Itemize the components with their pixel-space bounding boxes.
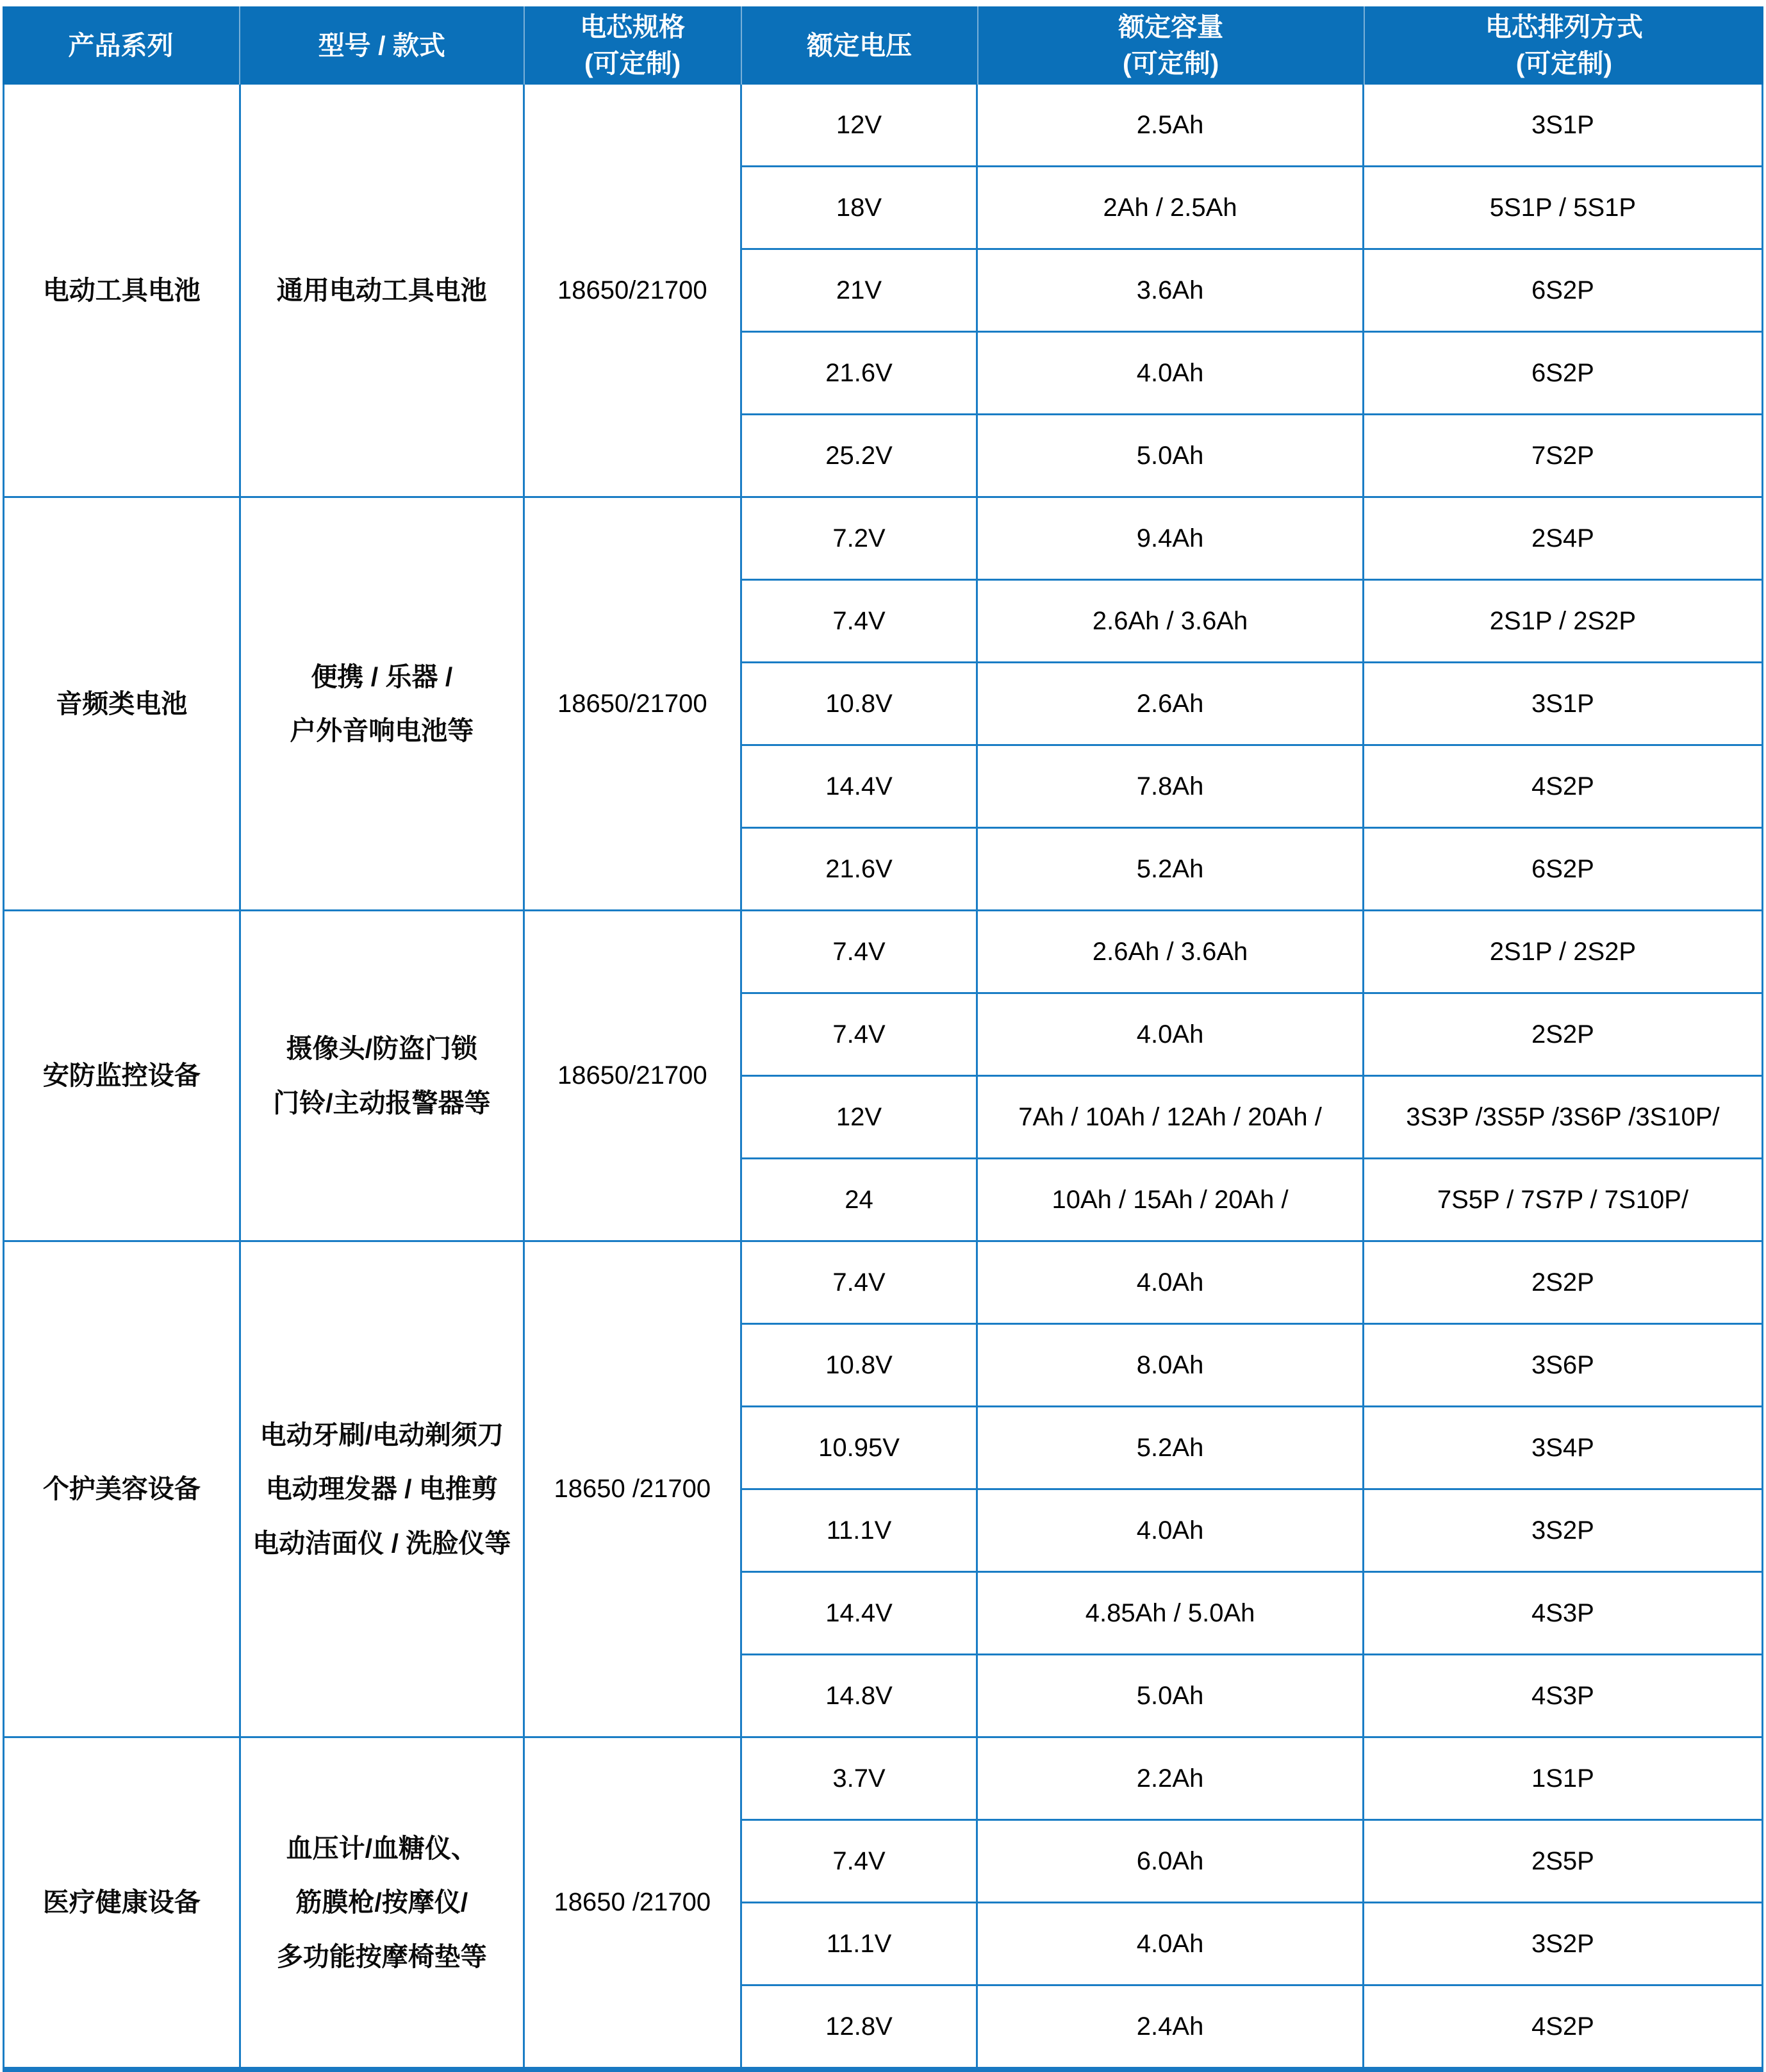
voltage-cell: 10.8V [741,1324,977,1407]
voltage-cell: 7.4V [741,993,977,1076]
voltage-cell: 7.4V [741,580,977,663]
capacity-cell: 2.4Ah [977,1985,1364,2070]
product-series-cell [4,497,240,911]
battery-spec-table [3,85,1763,2072]
model-style-cell-line: 门铃/主动报警器等 [273,1088,491,1118]
voltage-cell: 10.95V [741,1407,977,1489]
voltage-cell: 14.4V [741,745,977,828]
model-style-cell-line: 户外音响电池等 [290,716,474,745]
capacity-cell: 7Ah / 10Ah / 12Ah / 20Ah / [977,1076,1364,1159]
model-style-cell-line: 电动牙刷/电动剃须刀 [260,1420,504,1450]
arrangement-cell: 3S1P [1363,663,1762,745]
capacity-cell: 7.8Ah [977,745,1364,828]
voltage-cell: 18V [741,167,977,249]
capacity-cell: 9.4Ah [977,497,1364,580]
arrangement-cell: 6S2P [1363,332,1762,415]
model-style-cell-line: 电动理发器 / 电推剪 [265,1474,498,1504]
voltage-cell: 7.2V [741,497,977,580]
product-series-cell-line: 音频类电池 [56,688,188,718]
voltage-cell: 14.4V [741,1572,977,1655]
voltage-cell: 11.1V [741,1489,977,1572]
capacity-cell: 6.0Ah [977,1820,1364,1903]
header-label-line: 电芯排列方式 [1485,12,1643,42]
header-label-line: 额定容量 [1118,12,1224,42]
cell-spec-cell-line: 18650/21700 [557,276,707,304]
voltage-cell: 3.7V [741,1737,977,1820]
cell-spec-cell [524,85,741,497]
arrangement-cell: 7S5P / 7S7P / 7S10P/ [1363,1159,1762,1241]
capacity-cell: 2.6Ah / 3.6Ah [977,580,1364,663]
arrangement-cell: 2S2P [1363,1241,1762,1324]
product-series-cell-line: 电动工具电池 [42,275,201,305]
capacity-cell: 2Ah / 2.5Ah [977,167,1364,249]
voltage-cell: 7.4V [741,1820,977,1903]
product-series-cell [4,1737,240,2070]
capacity-cell: 10Ah / 15Ah / 20Ah / [977,1159,1364,1241]
voltage-cell: 14.8V [741,1655,977,1737]
column-header-rated-voltage [741,6,977,85]
model-style-cell-line: 筋膜枪/按摩仪/ [295,1887,468,1918]
column-header-model-style [239,6,524,85]
model-style-cell-line: 便携 / 乐器 / [311,661,453,692]
capacity-cell: 2.6Ah [977,663,1364,745]
model-style-cell-line: 通用电动工具电池 [276,275,487,305]
table-row [4,1737,1763,1820]
header-label-line: (可定制) [1123,49,1219,78]
table-row [4,1241,1763,1324]
model-style-cell-line: 摄像头/防盗门锁 [286,1034,477,1064]
voltage-cell: 7.4V [741,1241,977,1324]
capacity-cell: 4.0Ah [977,1489,1364,1572]
capacity-cell: 2.5Ah [977,85,1364,167]
voltage-cell: 21.6V [741,332,977,415]
header-label-line: (可定制) [584,49,681,78]
arrangement-cell: 2S1P / 2S2P [1363,580,1762,663]
arrangement-cell: 3S4P [1363,1407,1762,1489]
model-style-cell [240,911,524,1241]
table-row [4,911,1763,993]
capacity-cell: 4.0Ah [977,1241,1364,1324]
model-style-cell [240,85,524,497]
arrangement-cell: 3S2P [1363,1903,1762,1985]
table-header-row [3,6,1763,85]
arrangement-cell: 6S2P [1363,249,1762,332]
model-style-cell [240,497,524,911]
voltage-cell: 12V [741,85,977,167]
model-style-cell-line: 电动洁面仪 / 洗脸仪等 [252,1528,511,1558]
table-row [4,497,1763,580]
arrangement-cell: 2S4P [1363,497,1762,580]
column-header-rated-capacity [977,6,1364,85]
capacity-cell: 4.0Ah [977,993,1364,1076]
arrangement-cell: 1S1P [1363,1737,1762,1820]
capacity-cell: 8.0Ah [977,1324,1364,1407]
capacity-cell: 5.2Ah [977,828,1364,911]
capacity-cell: 5.0Ah [977,415,1364,497]
cell-spec-cell [524,497,741,911]
voltage-cell: 12V [741,1076,977,1159]
capacity-cell: 5.2Ah [977,1407,1364,1489]
product-series-cell [4,1241,240,1737]
product-series-cell [4,85,240,497]
product-series-cell-line: 个护美容设备 [42,1474,201,1504]
voltage-cell: 21V [741,249,977,332]
capacity-cell: 2.6Ah / 3.6Ah [977,911,1364,993]
arrangement-cell: 4S3P [1363,1655,1762,1737]
model-style-cell [240,1737,524,2070]
arrangement-cell: 3S3P /3S5P /3S6P /3S10P/ [1363,1076,1762,1159]
voltage-cell: 11.1V [741,1903,977,1985]
arrangement-cell: 2S1P / 2S2P [1363,911,1762,993]
voltage-cell: 21.6V [741,828,977,911]
cell-spec-cell [524,1241,741,1737]
cell-spec-cell-line: 18650/21700 [557,1061,707,1090]
arrangement-cell: 6S2P [1363,828,1762,911]
model-style-cell [240,1241,524,1737]
table-row [4,85,1763,167]
header-label-line: (可定制) [1515,49,1613,78]
cell-spec-cell [524,1737,741,2070]
arrangement-cell: 4S3P [1363,1572,1762,1655]
model-style-cell-line: 多功能按摩椅垫等 [276,1941,487,1971]
product-series-cell [4,911,240,1241]
product-series-cell-line: 医疗健康设备 [42,1887,201,1918]
header-label-line: 电芯规格 [580,12,686,42]
column-header-cell-spec [524,6,741,85]
cell-spec-cell-line: 18650 /21700 [554,1888,711,1916]
model-style-cell-line: 血压计/血糖仪、 [286,1834,477,1864]
arrangement-cell: 3S6P [1363,1324,1762,1407]
arrangement-cell: 2S2P [1363,993,1762,1076]
cell-spec-cell-line: 18650 /21700 [554,1475,711,1503]
cell-spec-cell-line: 18650/21700 [557,689,707,718]
arrangement-cell: 4S2P [1363,1985,1762,2070]
column-header-product-series [3,6,239,85]
capacity-cell: 4.85Ah / 5.0Ah [977,1572,1364,1655]
header-label-line: 型号 / 款式 [318,30,445,60]
voltage-cell: 24 [741,1159,977,1241]
arrangement-cell: 4S2P [1363,745,1762,828]
product-series-cell-line: 安防监控设备 [42,1061,201,1091]
voltage-cell: 12.8V [741,1985,977,2070]
voltage-cell: 25.2V [741,415,977,497]
arrangement-cell: 3S1P [1363,85,1762,167]
cell-spec-cell [524,911,741,1241]
capacity-cell: 3.6Ah [977,249,1364,332]
arrangement-cell: 5S1P / 5S1P [1363,167,1762,249]
voltage-cell: 7.4V [741,911,977,993]
voltage-cell: 10.8V [741,663,977,745]
capacity-cell: 2.2Ah [977,1737,1364,1820]
capacity-cell: 5.0Ah [977,1655,1364,1737]
arrangement-cell: 3S2P [1363,1489,1762,1572]
capacity-cell: 4.0Ah [977,332,1364,415]
arrangement-cell: 7S2P [1363,415,1762,497]
header-label-line: 产品系列 [68,30,174,60]
header-label-line: 额定电压 [807,30,912,60]
column-header-cell-arrangement [1364,6,1763,85]
capacity-cell: 4.0Ah [977,1903,1364,1985]
arrangement-cell: 2S5P [1363,1820,1762,1903]
